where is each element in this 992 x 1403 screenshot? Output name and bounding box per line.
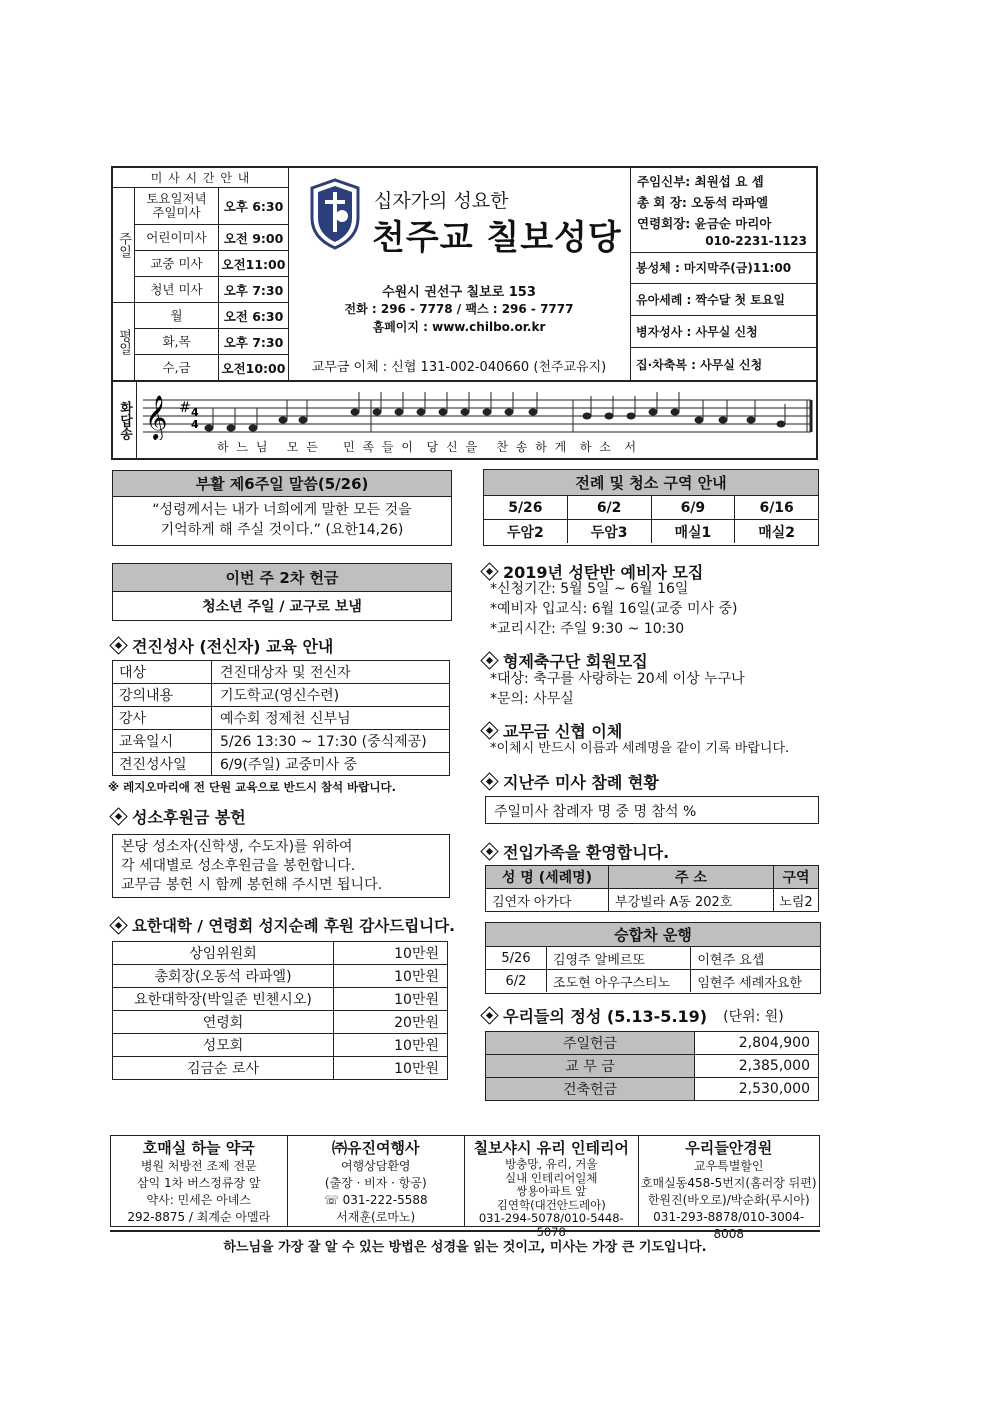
staff-line: 연령회장: 윤금순 마리아	[637, 216, 772, 231]
confirmation-key: 강사	[113, 707, 212, 730]
diamond-icon	[480, 1006, 498, 1024]
newfamily-header-cell: 성 명 (세례명)	[486, 866, 609, 889]
offering-value: 2,385,000	[695, 1055, 819, 1078]
mass-row	[135, 250, 288, 276]
note-mark	[777, 421, 786, 428]
confirmation-value: 견진대상자 및 전신자	[212, 661, 450, 684]
mass-times	[113, 168, 289, 380]
attendance-value: 주일미사 참례자 명 중 명 참석 %	[485, 796, 819, 824]
diamond-icon	[109, 807, 127, 825]
cleaning-title: 전례 및 청소 구역 안내	[484, 470, 818, 496]
church-subtitle: 십자가의 성요한	[374, 190, 509, 212]
ad-line: 한원진(바오로)/박순화(루시아)	[647, 1193, 810, 1207]
vocation-line: 본당 성소자(신학생, 수도자)를 위하여	[121, 839, 353, 855]
cleaning-cell: 6/16	[734, 496, 818, 519]
thanks-amount: 10만원	[334, 1057, 448, 1080]
mass-row	[135, 354, 288, 380]
note-mark	[417, 409, 426, 416]
note-mark	[719, 417, 728, 424]
van-table	[486, 947, 820, 992]
attendance-title: 지난주 미사 참례 현황	[481, 770, 659, 793]
ads-row	[110, 1135, 820, 1241]
newfamily-header	[486, 866, 819, 889]
footer-text: 하느님을 가장 잘 알 수 있는 방법은 성경을 읽는 것이고, 미사는 가장 큰 기도입니다.	[223, 1240, 707, 1255]
confirmation-key: 대상	[113, 661, 212, 684]
newfamily-cell: 부강빌라 A동 202호	[609, 889, 774, 912]
mass-times-title: 미 사 시 간 안 내	[113, 168, 288, 188]
cleaning-cell: 두암2	[506, 524, 544, 541]
offering-unit: (단위: 원)	[723, 1008, 784, 1025]
ad-box	[287, 1136, 465, 1226]
hymn-label: 화답송	[113, 382, 137, 458]
footer-divider	[110, 1230, 820, 1232]
sacrament-row: 봉성체 : 마지막주(금)11:00	[631, 252, 817, 284]
thanks-row	[113, 942, 448, 965]
second-collection-value: 청소년 주일 / 교구로 보냄	[202, 598, 362, 615]
van-row	[486, 970, 820, 993]
diamond-icon	[480, 721, 498, 739]
newfamily-table	[485, 865, 819, 912]
note-mark	[351, 409, 360, 416]
word-title: 부활 제6주일 말씀(5/26)	[113, 471, 451, 497]
note-mark	[747, 417, 756, 424]
mass-row-name: 교중 미사	[135, 251, 219, 276]
ad-line: 031-293-8878/010-3004-8008	[653, 1210, 805, 1241]
confirmation-title: 견진성사 (전신자) 교육 안내	[110, 634, 333, 657]
thanks-name: 성모회	[113, 1034, 334, 1057]
offering-value: 2,530,000	[695, 1078, 819, 1101]
thanks-name: 김금순 로사	[113, 1057, 334, 1080]
offering-row	[486, 1032, 819, 1055]
note-mark	[205, 425, 214, 432]
second-collection-box	[112, 563, 452, 621]
offering-key: 주일헌금	[486, 1032, 695, 1055]
confirmation-value: 6/9(주일) 교중미사 중	[212, 753, 450, 776]
ad-line: 여행상담환영	[340, 1159, 411, 1173]
sacrament-row: 유아세례 : 짝수달 첫 토요일	[631, 284, 817, 316]
mass-row-name: 화,목	[135, 329, 219, 354]
mass-row	[135, 302, 288, 328]
cleaning-box	[483, 469, 819, 546]
confirmation-table	[112, 660, 450, 776]
thanks-name: 상임위원회	[113, 942, 334, 965]
mass-row-name: 월	[135, 303, 219, 328]
mass-row	[135, 188, 288, 224]
note-mark	[529, 409, 538, 416]
note-mark	[505, 409, 514, 416]
ad-box	[111, 1136, 287, 1226]
thanks-amount: 10만원	[334, 942, 448, 965]
note-mark	[483, 409, 492, 416]
diamond-icon	[480, 562, 498, 580]
soccer-line: *문의: 사무실	[490, 691, 574, 707]
mass-row-name: 청년 미사	[135, 277, 219, 302]
hymn-staff	[143, 390, 815, 440]
mass-row-time: 오후 7:30	[223, 334, 284, 350]
confirmation-note: ※ 레지오마리애 전 단원 교육으로 반드시 참석 바랍니다.	[108, 780, 396, 794]
van-cell: 6/2	[486, 970, 547, 993]
mass-row-time: 오후 6:30	[223, 199, 284, 214]
offering-row	[486, 1055, 819, 1078]
thanks-amount: 10만원	[334, 1034, 448, 1057]
offering-value: 2,804,900	[695, 1032, 819, 1055]
confirmation-key: 강의내용	[113, 684, 212, 707]
diamond-icon	[480, 842, 498, 860]
offering-row	[486, 1078, 819, 1101]
van-title: 승합차 운행	[486, 923, 820, 947]
note-mark	[439, 409, 448, 416]
mass-row-name: 어린이미사	[135, 225, 219, 250]
newfamily-row	[486, 889, 819, 912]
christmas-line: *신청기간: 5월 5일 ~ 6월 16일	[490, 581, 689, 597]
cleaning-row	[484, 496, 818, 519]
cleaning-cell: 매실1	[651, 520, 735, 543]
note-mark	[279, 417, 288, 424]
van-cell: 임현주 세례자요한	[691, 970, 820, 993]
staff-list	[637, 171, 813, 234]
ad-line: 292-8875 / 최계순 아멜라	[127, 1210, 271, 1224]
ad-box	[638, 1136, 819, 1241]
mass-row	[135, 328, 288, 354]
ad-line: 031-294-5078/010-5448-5078	[478, 1211, 624, 1239]
hymn-box	[111, 382, 818, 460]
mass-row-time: 오후 7:30	[223, 282, 284, 298]
offering-key: 교 무 금	[486, 1055, 695, 1078]
ad-line: ☏ 031-222-5588	[323, 1193, 428, 1207]
thanks-row	[113, 988, 448, 1011]
van-cell: 김영주 알베르또	[547, 947, 691, 970]
note-mark	[395, 409, 404, 416]
ad-line: 방충망, 유리, 거울	[505, 1157, 598, 1171]
confirmation-row	[113, 753, 450, 776]
note-mark	[373, 409, 382, 416]
cleaning-cell: 매실2	[734, 520, 818, 543]
newfamily-title: 전입가족을 환영합니다.	[481, 840, 669, 863]
svg-text:𝄞: 𝄞	[145, 395, 168, 439]
diamond-icon	[480, 772, 498, 790]
christmas-title: 2019년 성탄반 예비자 모집	[481, 560, 703, 583]
ad-title: 칠보샤시 유리 인테리어	[473, 1139, 629, 1157]
note-mark	[227, 425, 236, 432]
note-mark	[649, 409, 658, 416]
soccer-line: *대상: 축구를 사랑하는 20세 이상 누구나	[490, 671, 745, 687]
offering-key: 건축헌금	[486, 1078, 695, 1101]
transfer-title: 교무금 신협 이체	[481, 719, 622, 742]
offering-table	[485, 1031, 819, 1101]
sunday-label: 주일	[113, 188, 135, 302]
mass-row-time: 오전11:00	[221, 256, 286, 272]
vocation-title: 성소후원금 봉헌	[110, 805, 246, 828]
church-phone-fax: 전화 : 296 - 7778 / 팩스 : 296 - 7777	[344, 302, 574, 316]
van-cell: 이현주 요셉	[691, 947, 820, 970]
staff-line: 총 회 장: 오동석 라파엘	[637, 195, 769, 210]
mass-row	[135, 224, 288, 250]
van-box	[485, 922, 821, 994]
word-line2: 기억하게 해 주실 것이다.” (요한14,26)	[160, 522, 404, 538]
ad-line: 삼익 1차 버스정류장 앞	[137, 1176, 261, 1190]
transfer-lines	[490, 739, 789, 759]
newfamily-cell: 노림2	[774, 889, 819, 912]
thanks-row	[113, 1057, 448, 1080]
thanks-row	[113, 1011, 448, 1034]
thanks-amount: 10만원	[334, 988, 448, 1011]
christmas-line: *예비자 입교식: 6월 16일(교중 미사 중)	[490, 601, 738, 617]
ad-line: 쌍용아파트 앞	[516, 1184, 587, 1198]
cleaning-cell: 5/26	[508, 499, 543, 516]
newfamily-header-cell: 주 소	[609, 866, 774, 889]
mass-row-time: 오전10:00	[221, 360, 286, 376]
confirmation-value: 예수회 정제천 신부님	[212, 707, 450, 730]
hymn-lyrics: 하 느 님 모 든 민 족 들 이 당 신 을 찬 송 하 게 하 소 서	[217, 440, 639, 454]
ad-title: ㈜유진여행사	[332, 1139, 420, 1157]
ad-line: 병원 처방전 조제 전문	[140, 1159, 257, 1173]
church-logo-icon	[306, 178, 364, 250]
vocation-line: 각 세대별로 성소후원금을 봉헌합니다.	[121, 858, 356, 874]
svg-text:4: 4	[191, 418, 199, 431]
confirmation-row	[113, 661, 450, 684]
mass-row-time: 오전 6:30	[223, 308, 284, 324]
church-name: 천주교 칠보성당	[372, 218, 622, 258]
van-cell: 조도현 아우구스티노	[547, 970, 691, 993]
thanks-amount: 20만원	[334, 1011, 448, 1034]
note-mark	[461, 409, 470, 416]
thanks-row	[113, 1034, 448, 1057]
ad-line: 김연학(대건안드레아)	[496, 1197, 606, 1212]
cleaning-cell: 6/9	[651, 496, 735, 519]
soccer-title: 형제축구단 회원모집	[481, 649, 648, 672]
thanks-amount: 10만원	[334, 965, 448, 988]
staff-line: 주임신부: 최원섭 요 셉	[637, 174, 764, 189]
note-mark	[299, 417, 308, 424]
word-line1: “성령께서는 내가 너희에게 말한 모든 것을	[152, 502, 412, 518]
header-box	[111, 166, 818, 382]
mass-row	[135, 276, 288, 302]
christmas-lines	[490, 579, 737, 639]
ad-line: 서재훈(로마노)	[336, 1210, 416, 1224]
note-mark	[583, 413, 592, 420]
note-mark	[249, 425, 258, 432]
svg-text:4: 4	[191, 406, 199, 419]
cleaning-cell: 6/2	[567, 496, 651, 519]
mass-row-time: 오전 9:00	[223, 230, 284, 246]
vocation-line: 교무금 봉헌 시 함께 봉헌해 주시면 됩니다.	[121, 877, 383, 893]
confirmation-value: 5/26 13:30 ~ 17:30 (중식제공)	[212, 730, 450, 753]
cleaning-row	[484, 519, 818, 543]
cleaning-cell: 두암3	[567, 520, 651, 543]
ad-line: 교우특별할인	[693, 1159, 764, 1173]
newfamily-cell: 김연자 아가다	[486, 889, 609, 912]
transfer-line: *이체시 반드시 이름과 세례명을 같이 기록 바랍니다.	[490, 741, 790, 756]
sacrament-rows	[631, 252, 817, 380]
weekday-label: 평일	[113, 302, 135, 380]
newfamily-header-cell: 구역	[774, 866, 819, 889]
cleaning-grid	[484, 496, 818, 543]
confirmation-key: 교육일시	[113, 730, 212, 753]
note-mark	[671, 409, 680, 416]
confirmation-row	[113, 730, 450, 753]
church-homepage: 홈페이지 : www.chilbo.or.kr	[372, 320, 546, 334]
confirmation-value: 기도학교(영신수련)	[212, 684, 450, 707]
van-row	[486, 947, 820, 970]
diamond-icon	[109, 916, 127, 934]
thanks-name: 총회장(오동석 라파엘)	[113, 965, 334, 988]
diamond-icon	[480, 651, 498, 669]
confirmation-row	[113, 684, 450, 707]
ad-line: 약사: 민세은 아녜스	[146, 1193, 251, 1207]
thanks-title: 요한대학 / 연령회 성지순례 후원 감사드립니다.	[110, 914, 455, 936]
thanks-name: 요한대학장(박일준 빈첸시오)	[113, 988, 334, 1011]
soccer-lines	[490, 669, 745, 709]
mass-row-name: 수,금	[135, 355, 219, 380]
ad-title: 우리들안경원	[685, 1139, 773, 1157]
church-title-block	[290, 168, 628, 380]
thanks-name: 연령회	[113, 1011, 334, 1034]
ad-title: 호매실 하늘 약국	[142, 1139, 255, 1157]
offering-title: 우리들의 정성 (5.13-5.19) (단위: 원)	[481, 1004, 784, 1027]
thanks-table	[112, 941, 448, 1080]
diamond-icon	[109, 636, 127, 654]
second-collection-title: 이번 주 2차 헌금	[113, 564, 451, 592]
van-cell: 5/26	[501, 950, 531, 966]
mass-row-name: 토요일저녁 주일미사	[135, 188, 219, 224]
ad-line: 호매실동458-5번지(홈러장 뒤편)	[640, 1176, 817, 1190]
sacrament-row: 집·차축복 : 사무실 신청	[636, 357, 763, 372]
note-mark	[695, 417, 704, 424]
staff-phone: 010-2231-1123	[705, 234, 807, 248]
word-box	[112, 470, 452, 546]
svg-text:#: #	[179, 400, 191, 416]
note-mark	[605, 413, 614, 420]
ad-line: 실내 인테리어일체	[504, 1170, 598, 1185]
mass-rows	[135, 188, 288, 380]
vocation-box	[112, 834, 450, 898]
note-mark	[627, 413, 636, 420]
staff-info	[630, 168, 817, 380]
thanks-row	[113, 965, 448, 988]
christmas-line: *교리시간: 주일 9:30 ~ 10:30	[490, 621, 685, 637]
confirmation-key: 견진성사일	[113, 753, 212, 776]
confirmation-row	[113, 707, 450, 730]
ad-box	[464, 1136, 638, 1239]
bank-transfer: 교무금 이체 : 신협 131-002-040660 (천주교유지)	[311, 360, 607, 375]
sacrament-row: 병자성사 : 사무실 신청	[631, 316, 817, 348]
church-address: 수원시 권선구 칠보로 153	[382, 285, 536, 300]
ad-line: (출장 · 비자 · 항공)	[324, 1176, 427, 1190]
